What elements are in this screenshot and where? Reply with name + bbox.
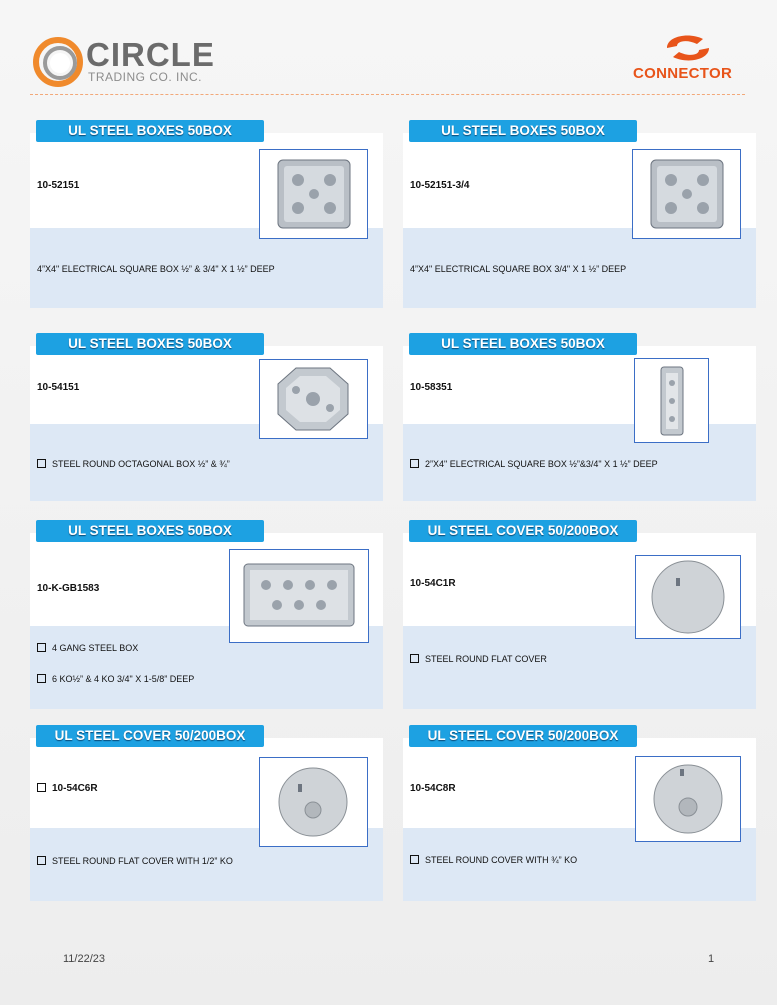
product-sku: 10-54C8R (410, 783, 456, 794)
product-card (30, 728, 383, 901)
page-header (0, 0, 777, 100)
card-title: UL STEEL BOXES 50BOX (36, 333, 264, 355)
footer-date: 11/22/23 (63, 953, 106, 965)
card-title: UL STEEL BOXES 50BOX (36, 120, 264, 142)
circle-logo-icon (32, 36, 84, 88)
logo-subtitle: TRADING CO. INC. (88, 70, 203, 84)
checkbox-icon (410, 855, 419, 864)
product-card (30, 523, 383, 709)
description-text: STEEL ROUND FLAT COVER (425, 654, 547, 664)
logo-title: CIRCLE (86, 36, 215, 73)
round-cover-ko-image (259, 757, 368, 847)
card-title: UL STEEL BOXES 50BOX (36, 520, 264, 542)
header-divider (30, 94, 745, 95)
page-number: 1 (708, 953, 715, 965)
product-card (30, 336, 383, 501)
checkbox-icon (37, 674, 46, 683)
card-title: UL STEEL COVER 50/200BOX (409, 725, 637, 747)
product-description (410, 855, 577, 865)
card-title: UL STEEL BOXES 50BOX (409, 333, 637, 355)
card-title: UL STEEL COVER 50/200BOX (409, 520, 637, 542)
connector-logo-icon (663, 30, 713, 66)
product-description (410, 654, 547, 664)
product-sku: 10-54151 (37, 382, 80, 393)
product-description (37, 643, 138, 653)
description-text: STEEL ROUND COVER WITH ¾” KO (425, 855, 578, 865)
octagonal-box-image (259, 359, 368, 439)
product-sku: 10-52151 (37, 180, 80, 191)
product-description (37, 459, 230, 469)
product-sku: 10-58351 (410, 382, 453, 393)
card-title: UL STEEL COVER 50/200BOX (36, 725, 264, 747)
sku-text: 10-54C6R (52, 783, 98, 794)
product-card (403, 523, 756, 709)
product-description (37, 856, 233, 866)
checkbox-icon (37, 459, 46, 468)
checkbox-icon (37, 856, 46, 865)
card-title: UL STEEL BOXES 50BOX (409, 120, 637, 142)
checkbox-icon (410, 654, 419, 663)
product-card (30, 123, 383, 308)
description-text: 4 GANG STEEL BOX (52, 643, 139, 653)
round-cover-image (635, 555, 741, 639)
product-description: 4”X4" ELECTRICAL SQUARE BOX 3/4" X 1 ½” DEEP (410, 264, 627, 274)
square-box-image (632, 149, 741, 239)
handy-box-image (634, 358, 709, 443)
square-box-image (259, 149, 368, 239)
product-description (410, 459, 658, 469)
description-text: 6 KO½” & 4 KO 3/4" X 1-5/8” DEEP (52, 674, 195, 684)
checkbox-icon (410, 459, 419, 468)
product-sku: 10-K-GB1583 (37, 583, 100, 594)
description-text: STEEL ROUND OCTAGONAL BOX ½” & ¾” (52, 459, 230, 469)
product-description (37, 674, 194, 684)
product-sku (37, 783, 98, 794)
description-text: 2”X4" ELECTRICAL SQUARE BOX ½”&3/4" X 1 ½” DEEP (425, 459, 658, 469)
product-description: 4”X4" ELECTRICAL SQUARE BOX ½” & 3/4" X 1 ½” DEEP (37, 264, 275, 274)
description-text: STEEL ROUND FLAT COVER WITH 1/2” KO (52, 856, 233, 866)
product-card (403, 728, 756, 901)
checkbox-icon (37, 643, 46, 652)
product-card (403, 336, 756, 501)
product-sku: 10-54C1R (410, 578, 456, 589)
gang-box-image (229, 549, 369, 643)
product-card (403, 123, 756, 308)
round-cover-ko-image (635, 756, 741, 842)
connector-logo-text: CONNECTOR (633, 65, 733, 82)
checkbox-icon (37, 783, 46, 792)
product-sku: 10-52151-3/4 (410, 180, 470, 191)
